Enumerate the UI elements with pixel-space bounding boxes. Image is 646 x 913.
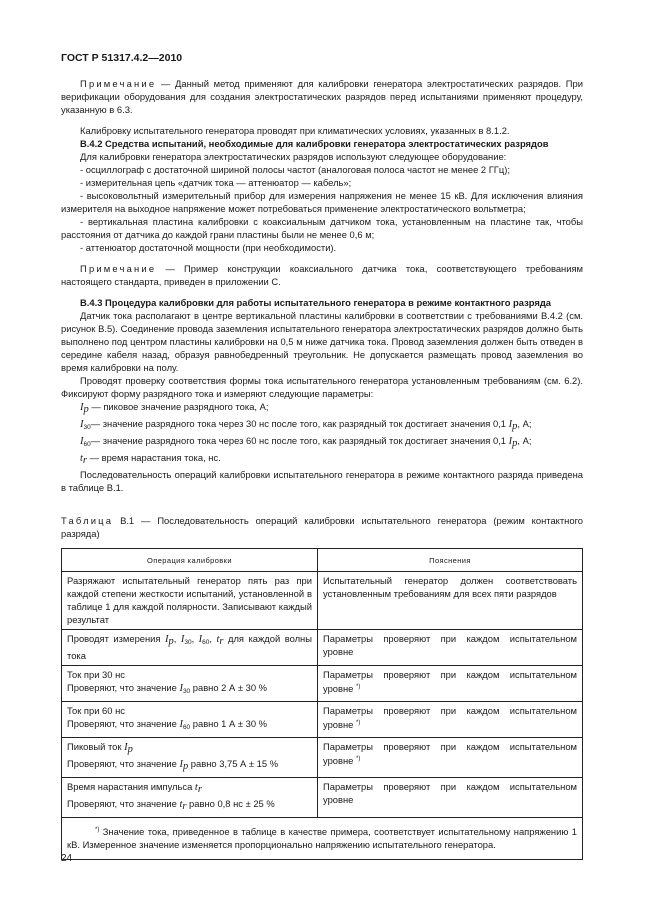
table-cell: Параметры проверяют при каждом испытательном уровне (318, 778, 583, 818)
section-heading-b43: В.4.3 Процедура калибровки для работы испытательного генератора в режиме контактного разряда (80, 297, 551, 308)
parameter-item: $I_{30}—$ значение разрядного тока через 30 нс после того, как разрядный ток достигает значения 0,1 $I_p$, А; (80, 418, 532, 432)
table-footnote-row (62, 818, 583, 860)
table-cell: Пиковый ток $I_p$ Проверяют, что значение $I_p$ равно 3,75 А ± 15 % (62, 738, 318, 778)
parameter-item: $t_r$ — время нарастания тока, нс. (80, 452, 221, 466)
list-item: - вертикальная пластина калибровки с коаксиальным датчиком тока, установленным на пластине так, чтобы расстояния от датчика до каждой грани пластины были не менее 0,6 м; (61, 216, 583, 240)
note-1: Примечание — Данный метод применяют для калибровки генератора электростатических разрядов. При верификации оборудования для создания электростатических разрядов перед испытаниями применяют процедуру, указанную в 6.3. (61, 78, 583, 115)
list-item: - измерительная цепь «датчик тока — аттенюатор — кабель»; (80, 177, 352, 188)
table-row (62, 666, 583, 702)
table-cell: Ток при 30 нс Проверяют, что значение $I_{30}$ равно 2 А ± 30 % (62, 666, 318, 702)
table-cell: Ток при 60 нс Проверяют, что значение $I_{60}$ равно 1 А ± 30 % (62, 702, 318, 738)
column-header: Пояснения (318, 549, 583, 572)
table-cell: Время нарастания импульса $t_r$ Проверяют, что значение $t_r$ равно 0,8 нс ± 25 % (62, 778, 318, 818)
list-item: - аттенюатор достаточной мощности (при необходимости). (80, 242, 337, 253)
document-header: ГОСТ Р 51317.4.2—2010 (61, 52, 183, 64)
paragraph: Последовательность операций калибровки испытательного генератора в режиме контактного разряда приведена в таблице В.1. (61, 469, 583, 493)
table-cell: Проводят измерения $I_p$, $I_{30}$, $I_{60}$, $t_r$ для каждой волны тока (62, 630, 318, 666)
table-row (62, 738, 583, 778)
paragraph: Для калибровки генератора электростатических разрядов используют следующее оборудование: (80, 151, 507, 162)
table-cell: Параметры проверяют при каждом испытательном уровне *) (318, 666, 583, 702)
table-cell: Параметры проверяют при каждом испытательном уровне *) (318, 738, 583, 778)
table-cell: Параметры проверяют при каждом испытательном уровне *) (318, 702, 583, 738)
parameter-item: $I_{60}—$ значение разрядного тока через 60 нс после того, как разрядный ток достигает значения 0,1 $I_p$, А; (80, 435, 532, 449)
table-row (62, 702, 583, 738)
table-cell: Параметры проверяют при каждом испытательном уровне (318, 630, 583, 666)
calibration-table (61, 548, 583, 860)
paragraph: Проводят проверку соответствия формы тока испытательного генератора установленным требованиям (см. 6.2). Фиксируют форму разрядного тока и измеряют следующие параметры: (61, 375, 583, 399)
list-item: - высоковольтный измерительный прибор для измерения напряжения не менее 15 кВ. Для исключения влияния измерителя на выходное напряжение может потребоваться применение электростатического вольтметра; (61, 190, 583, 214)
table-cell: Разряжают испытательный генератор пять раз при каждой степени жесткости испытаний, установленной в таблице 1 для каждой полярности. Записывают каждый результат (62, 572, 318, 630)
table-row (62, 572, 583, 630)
section-heading-b42: В.4.2 Средства испытаний, необходимые для калибровки генератора электростатических разрядов (80, 138, 549, 149)
paragraph-climate: Калибровку испытательного генератора проводят при климатических условиях, указанных в 8.1.2. (80, 125, 510, 136)
parameter-item: $I_p$ — пиковое значение разрядного тока, А; (80, 401, 269, 415)
column-header: Операция калибровки (62, 549, 318, 572)
page-number: 24 (61, 853, 73, 864)
table-footnote: *) Значение тока, приведенное в таблице в качестве примера, соответствует испытательному напряжению 1 кВ. Измеренное значение изменяется пропорционально напряжению испытательного генератора. (62, 818, 583, 860)
note-2: Примечание — Пример конструкции коаксиального датчика тока, соответствующего требованиям настоящего стандарта, приведен в приложении С. (61, 263, 583, 287)
table-caption: Таблица В.1 — Последовательность операций калибровки испытательного генератора (режим контактного разряда) (61, 515, 583, 539)
table-row (62, 778, 583, 818)
table-cell: Испытательный генератор должен соответствовать установленным требованиям для всех пяти разрядов (318, 572, 583, 630)
paragraph: Датчик тока располагают в центре вертикальной пластины калибровки в соответствии с требованиями В.4.2 (см. рисунок В.5). Соединение провода заземления испытательного генератора электростатических разрядов должно быть выполнено под центром пластины калибровки на 0,5 м ниже датчика тока. Провод заземления должен быть отведен в середине кабеля назад, образуя равнобедренный треугольник. Не допускается размещать провод заземления во время калибровки на полу. (61, 310, 583, 373)
list-item: - осциллограф с достаточной шириной полосы частот (аналоговая полоса частот не менее 2 ГГц); (80, 164, 510, 175)
table-row (62, 630, 583, 666)
table-header-row (62, 549, 583, 572)
document-body (61, 77, 583, 860)
